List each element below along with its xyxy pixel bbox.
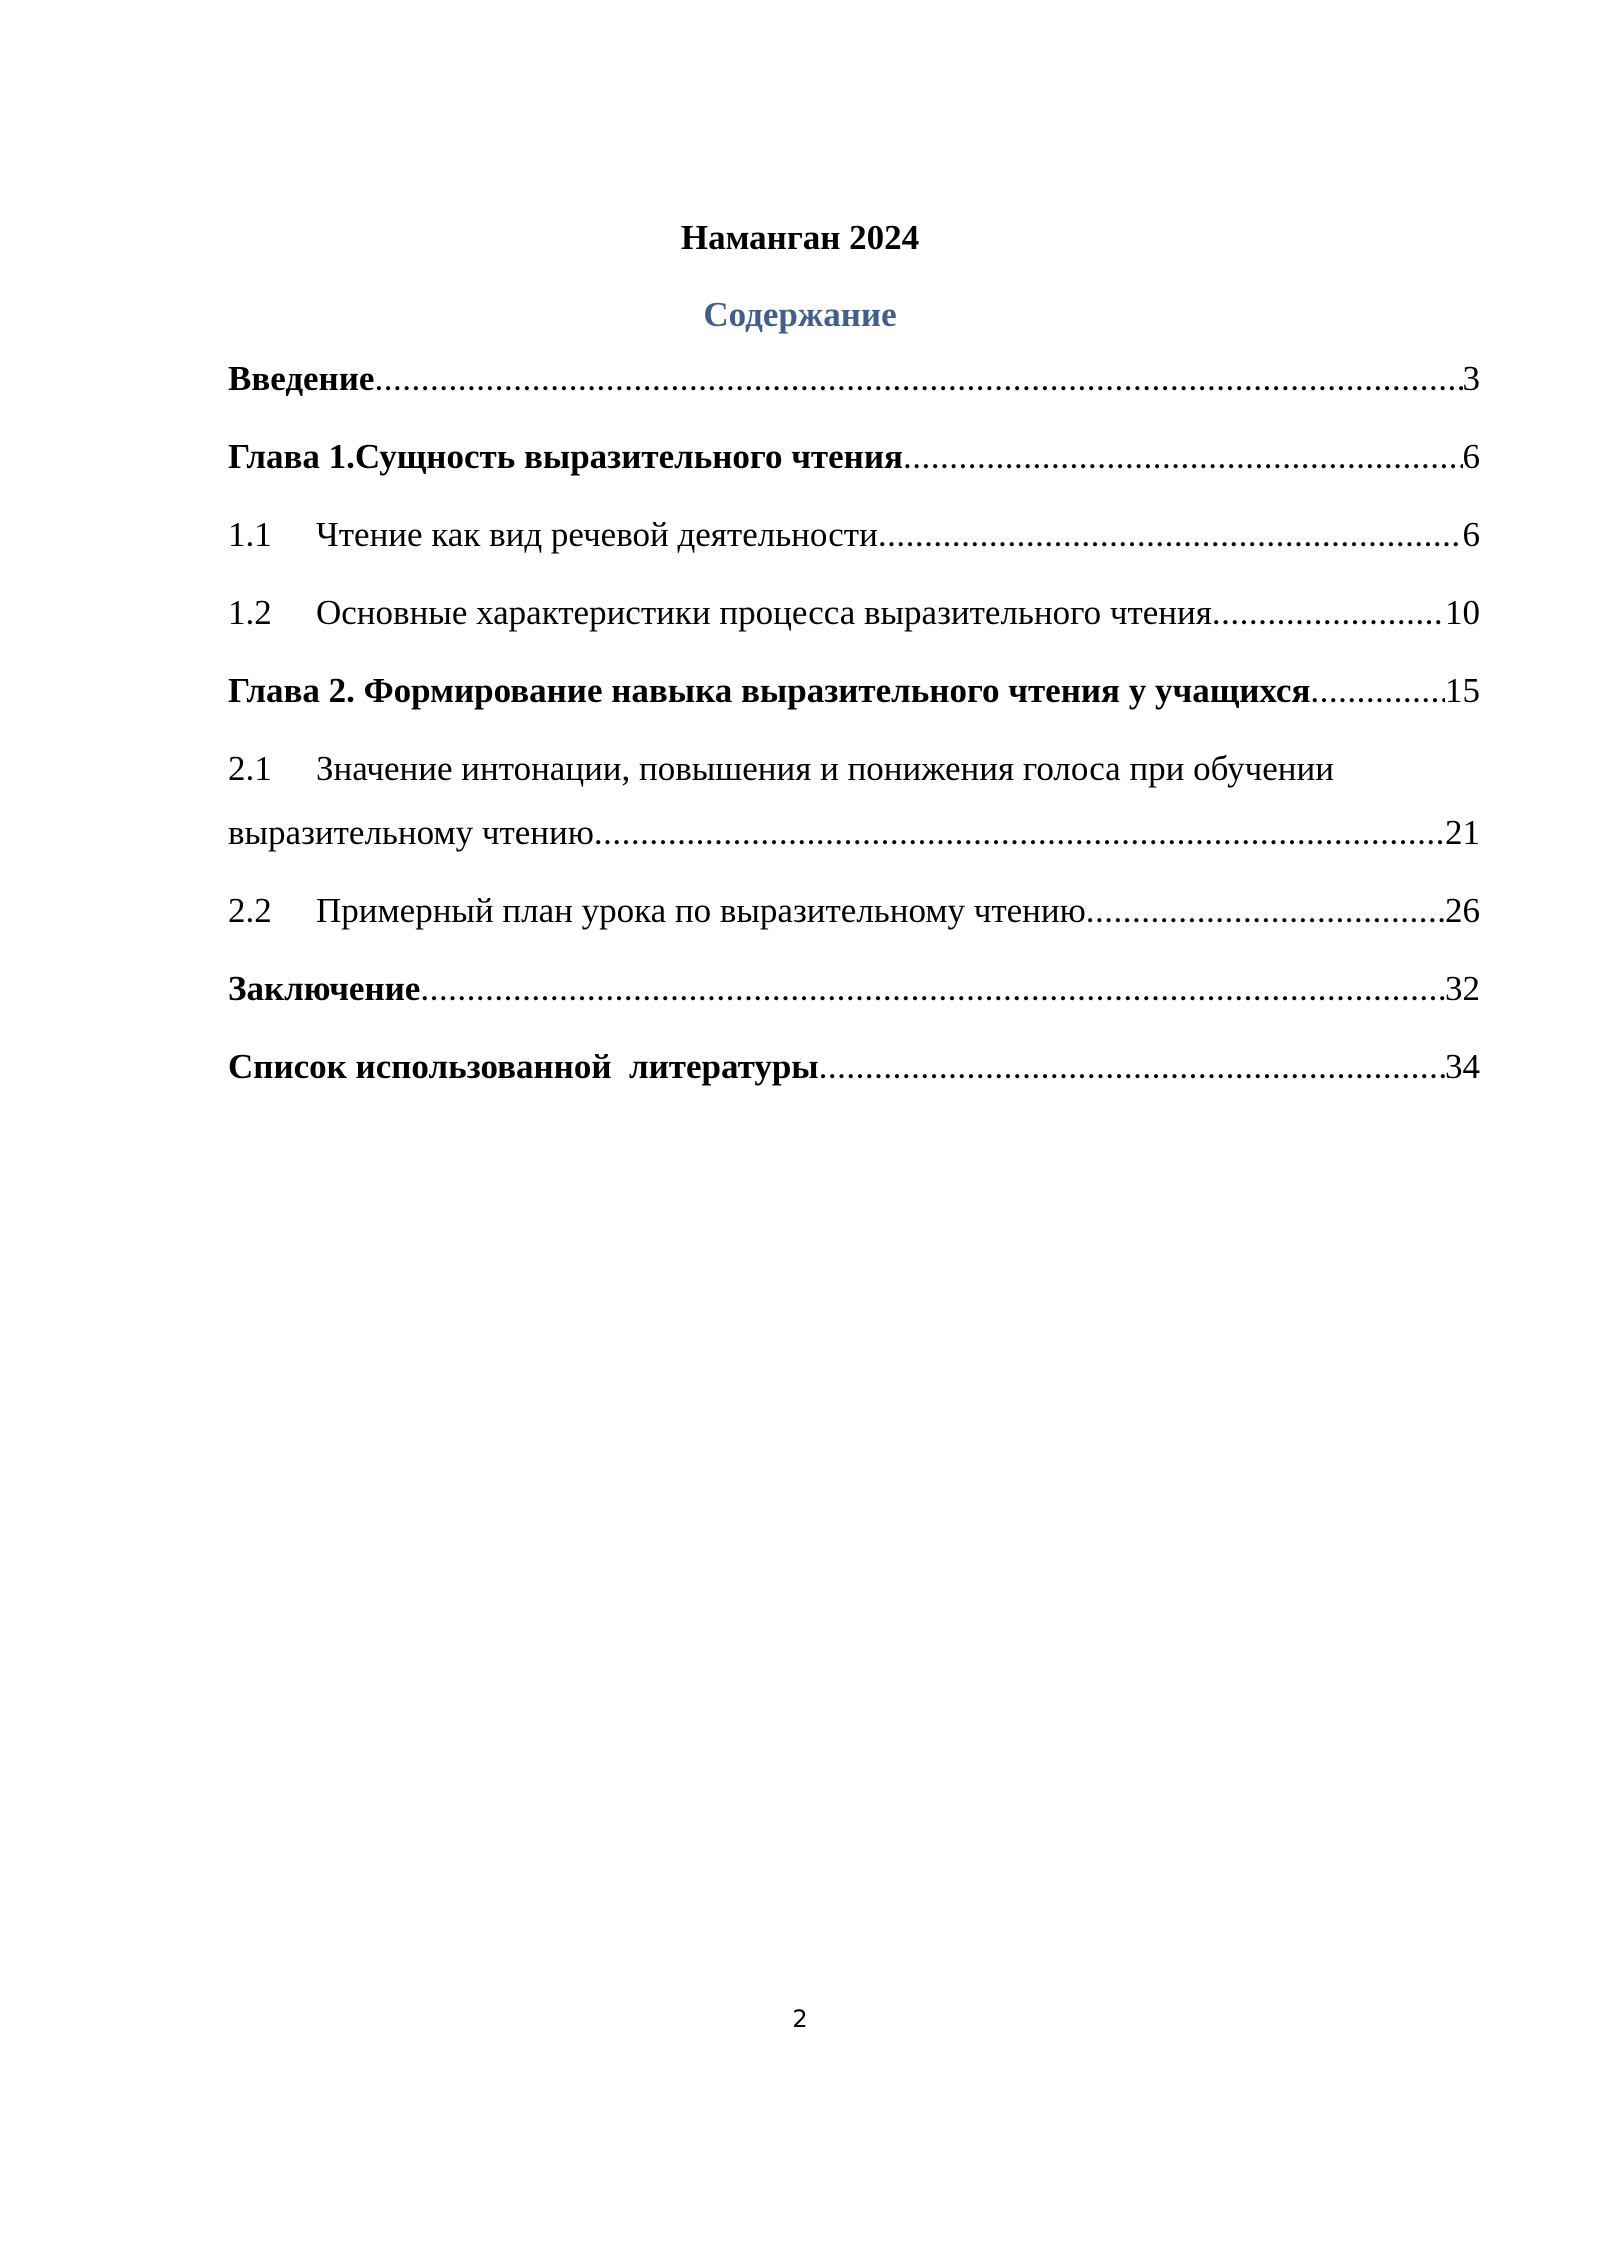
toc-entry-continuation: выразительному чтению xyxy=(228,813,594,852)
toc-entry-section-1-2 xyxy=(228,586,1480,640)
toc-entry-page: 10 xyxy=(1445,593,1480,632)
toc-entry-page: 15 xyxy=(1445,671,1480,710)
toc-entry-number: 2.1 xyxy=(228,749,272,788)
toc-leader-dots xyxy=(420,962,1445,1016)
toc-entry-text: Глава 2. Формирование навыка выразительного чтения у учащихся xyxy=(228,671,1311,710)
toc-entry-page: 34 xyxy=(1445,1047,1480,1086)
toc-entry-text: Список использованной литературы xyxy=(228,1047,819,1086)
toc-entry-section-1-1 xyxy=(228,508,1480,562)
toc-entry-text: Основные характеристики процесса выразительного чтения xyxy=(316,593,1212,632)
toc-leader-dots xyxy=(594,806,1445,860)
toc-entry-text: Введение xyxy=(228,359,375,398)
toc-entry-text: Значение интонации, повышения и понижения голоса при обучении xyxy=(316,749,1334,788)
toc-entry-section-2-1-line-1 xyxy=(228,742,1480,796)
toc-entry-conclusion xyxy=(228,962,1480,1016)
toc-leader-dots xyxy=(819,1040,1445,1094)
toc-entry-text: Чтение как вид речевой деятельности xyxy=(316,515,878,554)
toc-entry-section-2-2 xyxy=(228,884,1480,938)
toc-entry-page: 6 xyxy=(1462,515,1480,554)
page-number: 2 xyxy=(792,2005,808,2033)
toc-entry-section-2-1-line-2 xyxy=(228,806,1480,860)
toc-entry-page: 6 xyxy=(1462,437,1480,476)
toc-leader-dots xyxy=(1310,664,1445,718)
toc-entry-references xyxy=(228,1040,1480,1094)
toc-entry-page: 26 xyxy=(1445,891,1480,930)
toc-entry-chapter-2 xyxy=(228,664,1480,718)
toc-entry-number: 1.1 xyxy=(228,515,272,554)
toc-entry-text: Заключение xyxy=(228,969,421,1008)
city-year-heading: Наманган 2024 xyxy=(680,218,920,257)
toc-entry-text: Глава 1.Сущность выразительного чтения xyxy=(228,437,903,476)
toc-leader-dots xyxy=(1086,884,1445,938)
toc-entry-text: Примерный план урока по выразительному чтению xyxy=(316,891,1086,930)
toc-leader-dots xyxy=(903,430,1463,484)
toc-entry-page: 32 xyxy=(1445,969,1480,1008)
toc-leader-dots xyxy=(878,508,1463,562)
toc-entry-chapter-1 xyxy=(228,430,1480,484)
toc-entry-introduction xyxy=(228,352,1480,406)
toc-leader-dots xyxy=(1212,586,1445,640)
toc-entry-page: 21 xyxy=(1445,813,1480,852)
toc-entry-number: 2.2 xyxy=(228,891,272,930)
toc-entry-page: 3 xyxy=(1462,359,1480,398)
toc-leader-dots xyxy=(374,352,1462,406)
toc-entry-number: 1.2 xyxy=(228,593,272,632)
toc-title: Содержание xyxy=(703,295,897,334)
